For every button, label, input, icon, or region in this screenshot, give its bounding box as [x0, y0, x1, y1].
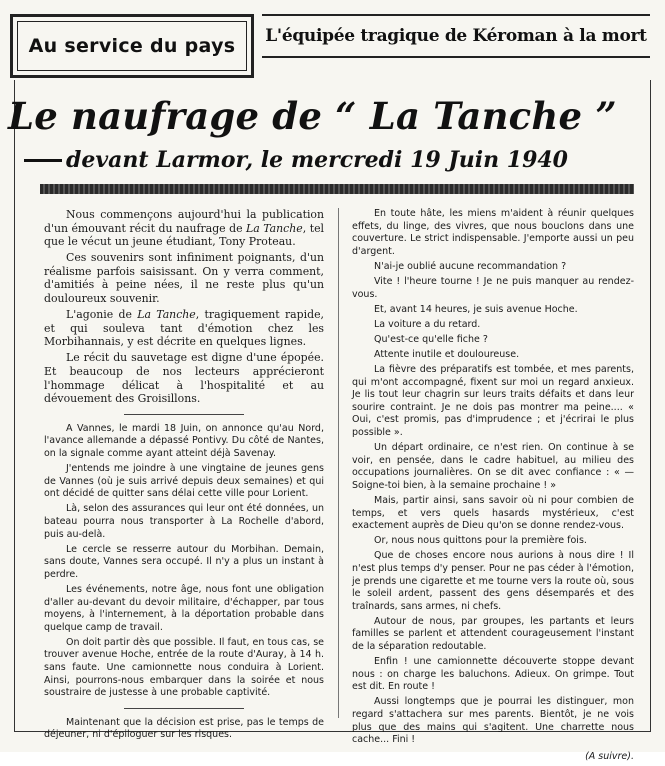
decorative-rule: [40, 184, 634, 194]
body-paragraph: Mais, partir ainsi, sans savoir où ni pour combien de temps, et vers quels hasards mystérieux, c'est exactement auprès de Dieu qu'on se donne rendez-vous.: [352, 494, 634, 532]
headline: Le naufrage de “ La Tanche ”: [8, 94, 617, 138]
section-box: [10, 14, 254, 78]
body-paragraph: La voiture a du retard.: [374, 318, 481, 330]
column-divider: [338, 208, 339, 718]
column-right: [352, 208, 634, 766]
vessel-name: La Tanche: [137, 308, 196, 322]
body-paragraph: Les événements, notre âge, nous font une obligation d'aller au-devant du devoir militaire, d'échapper, par tous moyens, à l'internement, à la déportation probable dans quelque camp de travail.: [44, 583, 324, 633]
to-be-continued: (A suivre).: [585, 750, 634, 762]
body-paragraph: N'ai-je oublié aucune recommandation ?: [374, 260, 567, 272]
section-label: Au service du pays: [28, 35, 236, 57]
body-paragraph: On doit partir dès que possible. Il faut, en tous cas, se trouver avenue Hoche, entrée de la route d'Auray, à 14 h. sans faute. Une camionnette nous conduira à Lorient. Ainsi, pourrons-nous embarquer dans la soirée et nous soustraire de justesse à une probable captivité.: [44, 636, 324, 699]
intro-paragraph: L'agonie de La Tanche, tragiquement rapide, et qui souleva tant d'émotion chez les Morbihannais, y est décrite en quelques lignes.: [44, 308, 325, 349]
intro: [44, 208, 324, 406]
left-body: [44, 423, 324, 742]
body-paragraph: J'entends me joindre à une vingtaine de jeunes gens de Vannes (où je suis arrivé depuis deux semaines) et qui ont décidé de quitter sans délai cette ville pour Lorient.: [44, 463, 324, 500]
body-paragraph: A Vannes, le mardi 18 Juin, on annonce qu'au Nord, l'avance allemande a dépassé Pontivy. Du côté de Nantes, on la signale comme ayant atteint déjà Savenay.: [44, 422, 324, 459]
separator-rule: [124, 414, 244, 415]
separator-rule: [124, 708, 244, 709]
intro-paragraph: Nous commençons aujourd'hui la publication d'un émouvant récit du naufrage de La Tanche, tel que le vécut un jeune étudiant, Tony Proteau.: [44, 208, 324, 249]
body-paragraph: Que de choses encore nous aurions à nous dire ! Il n'est plus temps d'y penser. Pour ne pas céder à l'émotion, je prends une cigarette et me tourne vers la route où, sous le soleil ardent, passent des gens désemparés et des traînards, sans armes, ni chefs.: [352, 550, 634, 612]
body-paragraph: Un départ ordinaire, ce n'est rien. On continue à se voir, en pensée, dans le cadre habituel, au milieu des occupations journalières. On se dit avec confiance : « — Soigne-toi bien, à la semaine prochaine ! »: [352, 442, 634, 491]
vessel-name: La Tanche: [246, 221, 303, 235]
body-paragraph: Or, nous nous quittons pour la première fois.: [374, 535, 587, 547]
subhead-row: [24, 140, 638, 180]
subhead: devant Larmor, le mercredi 19 Juin 1940: [66, 147, 568, 173]
body-paragraph: Autour de nous, par groupes, les partants et leurs familles se parlent et attendent courageusement l'instant de la séparation redoutable.: [352, 615, 634, 652]
column-left: [44, 208, 324, 744]
body-paragraph: La fièvre des préparatifs est tombée, et mes parents, qui m'ont accompagné, fixent sur moi un regard anxieux. Je lis tout leur chagrin sur leurs traits défaits et dans leur sourire contraint. Je ne dois pas montrer ma peine.... « Oui, c'est promis, pas d'imprudence ; et j'écrirai le plus possible ».: [352, 364, 634, 438]
subhead-dash: [24, 159, 62, 162]
body-paragraph: Le cercle se resserre autour du Morbihan. Demain, sans doute, Vannes sera occupé. Il n'y a plus un instant à perdre.: [44, 543, 324, 580]
kicker-band: [262, 14, 650, 58]
body-paragraph: Et, avant 14 heures, je suis avenue Hoche.: [374, 303, 578, 315]
body-paragraph: En toute hâte, les miens m'aident à réunir quelques effets, du linge, des vivres, que nous bouclons dans une couverture. Le strict indispensable. J'emporte aussi un peu d'argent.: [352, 208, 634, 257]
kicker: L'équipée tragique de Kéroman à la mort: [265, 26, 647, 46]
intro-paragraph: Ces souvenirs sont infiniment poignants, d'un réalisme parfois saisissant. On y verra comment, d'amitiés à peine nées, il ne reste plus qu'un douloureux souvenir.: [44, 251, 324, 306]
body-paragraph: Là, selon des assurances qui leur ont été données, un bateau pourra nous transporter à La Rochelle d'abord, puis au-delà.: [44, 503, 324, 540]
body-paragraph: Enfin ! une camionnette découverte stoppe devant nous : on charge les baluchons. Adieux. On grimpe. Tout est dit. En route !: [352, 656, 634, 693]
body-paragraph: Maintenant que la décision est prise, pas le temps de déjeuner, ni d'épiloguer sur les risques.: [44, 716, 324, 741]
body-paragraph: Aussi longtemps que je pourrai les distinguer, mon regard s'attachera sur mes parents. Bientôt, je ne vois plus que des mains qui s'agitent. Une charrette nous cache... Fini !: [352, 696, 634, 746]
body-paragraph: Attente inutile et douloureuse.: [374, 348, 520, 360]
body-paragraph: Qu'est-ce qu'elle fiche ?: [374, 333, 488, 345]
intro-paragraph: Le récit du sauvetage est digne d'une épopée. Et beaucoup de nos lecteurs apprécieront l'hommage délicat à l'hospitalité et au dévouement des Groisillons.: [44, 351, 324, 406]
body-paragraph: Vite ! l'heure tourne ! Je ne puis manquer au rendez-vous.: [352, 275, 634, 300]
